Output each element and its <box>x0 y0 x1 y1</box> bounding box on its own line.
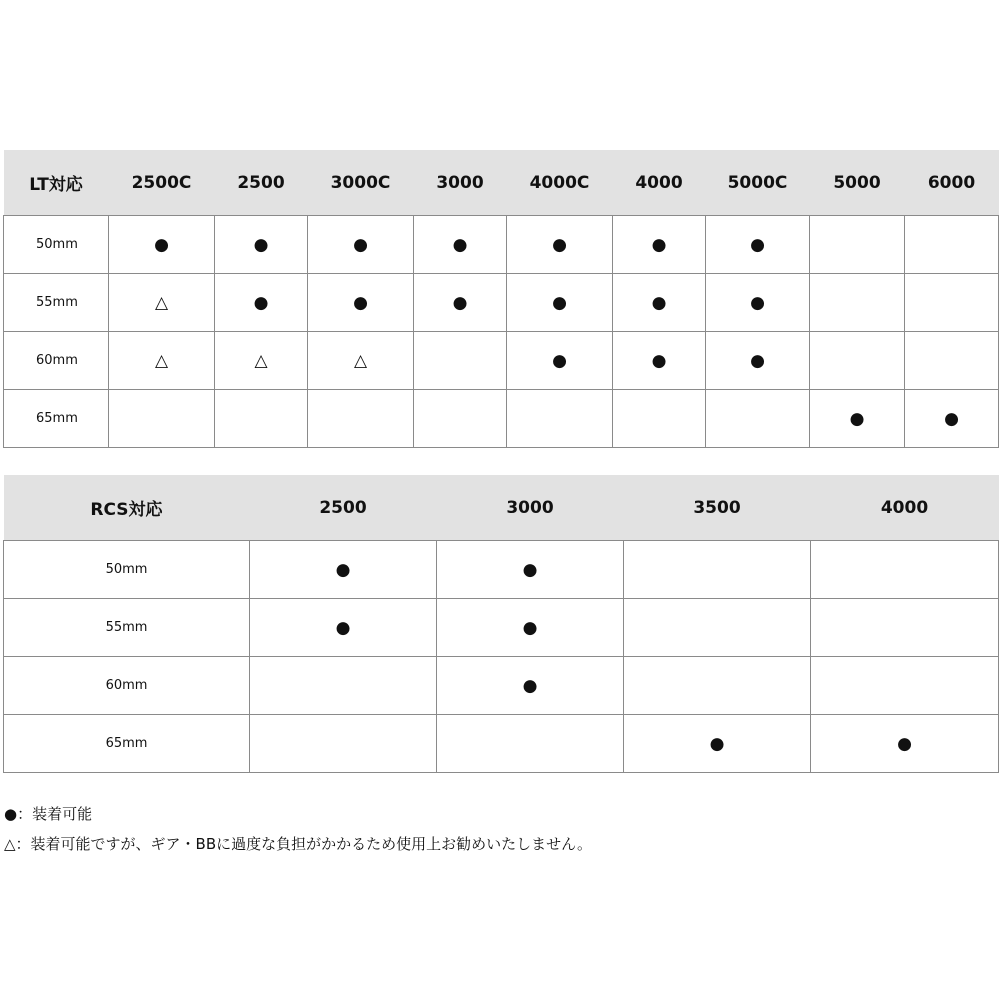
empty-cell <box>905 332 999 390</box>
empty-cell <box>811 599 999 657</box>
rcs-header-size: 3000 <box>437 475 624 541</box>
rcs-compatibility-table <box>3 475 999 773</box>
empty-cell <box>437 715 624 773</box>
row-label: 65mm <box>4 390 109 448</box>
compatible-mark: ● <box>624 715 811 773</box>
empty-cell <box>414 390 507 448</box>
compatible-mark: ● <box>414 216 507 274</box>
compatible-mark: ● <box>507 274 613 332</box>
compatible-mark: ● <box>507 216 613 274</box>
table-row <box>4 715 999 773</box>
compatible-mark: ● <box>250 599 437 657</box>
table-row <box>4 599 999 657</box>
compatible-mark: ● <box>414 274 507 332</box>
compatible-mark: ● <box>613 332 706 390</box>
compatible-mark: ● <box>706 274 810 332</box>
compatible-mark: ● <box>613 216 706 274</box>
compatible-mark: ● <box>905 390 999 448</box>
lt-header-size: 6000 <box>905 150 999 216</box>
lt-table-body <box>4 216 999 448</box>
compatible-mark: ● <box>109 216 215 274</box>
empty-cell <box>706 390 810 448</box>
compatible-mark: ● <box>308 216 414 274</box>
rcs-header-label: RCS対応 <box>4 475 250 541</box>
empty-cell <box>810 332 905 390</box>
table-row <box>4 274 999 332</box>
compatible-mark: ● <box>810 390 905 448</box>
empty-cell <box>624 541 811 599</box>
compatible-mark: ● <box>308 274 414 332</box>
empty-cell <box>215 390 308 448</box>
empty-cell <box>613 390 706 448</box>
lt-header-size: 3000 <box>414 150 507 216</box>
lt-header-size: 3000C <box>308 150 414 216</box>
lt-header-size: 5000 <box>810 150 905 216</box>
row-label: 55mm <box>4 274 109 332</box>
empty-cell <box>811 541 999 599</box>
legend-available: ●：装着可能 <box>4 805 93 823</box>
empty-cell <box>250 715 437 773</box>
row-label: 60mm <box>4 657 250 715</box>
rcs-header-size: 2500 <box>250 475 437 541</box>
lt-header-size: 4000C <box>507 150 613 216</box>
empty-cell <box>308 390 414 448</box>
caution-mark: △ <box>109 274 215 332</box>
empty-cell <box>905 216 999 274</box>
compatible-mark: ● <box>215 216 308 274</box>
table-row <box>4 541 999 599</box>
compatible-mark: ● <box>706 216 810 274</box>
legend-not-recommended: △：装着可能ですが、ギア・BBに過度な負担がかかるため使用上お勧めいたしません。 <box>4 835 593 853</box>
lt-compatibility-table <box>3 150 999 448</box>
table-row <box>4 216 999 274</box>
compatible-mark: ● <box>507 332 613 390</box>
rcs-table-body <box>4 541 999 773</box>
compatible-mark: ● <box>215 274 308 332</box>
table-row <box>4 332 999 390</box>
compatible-mark: ● <box>613 274 706 332</box>
lt-header-size: 2500C <box>109 150 215 216</box>
row-label: 60mm <box>4 332 109 390</box>
row-label: 50mm <box>4 541 250 599</box>
compatible-mark: ● <box>811 715 999 773</box>
compatible-mark: ● <box>437 541 624 599</box>
empty-cell <box>810 274 905 332</box>
caution-mark: △ <box>109 332 215 390</box>
empty-cell <box>810 216 905 274</box>
empty-cell <box>811 657 999 715</box>
empty-cell <box>905 274 999 332</box>
rcs-header-row <box>4 475 999 541</box>
empty-cell <box>414 332 507 390</box>
empty-cell <box>250 657 437 715</box>
compatible-mark: ● <box>437 657 624 715</box>
empty-cell <box>507 390 613 448</box>
empty-cell <box>624 657 811 715</box>
empty-cell <box>624 599 811 657</box>
table-row <box>4 657 999 715</box>
lt-header-row <box>4 150 999 216</box>
row-label: 55mm <box>4 599 250 657</box>
lt-header-size: 4000 <box>613 150 706 216</box>
caution-mark: △ <box>215 332 308 390</box>
table-row <box>4 390 999 448</box>
compatible-mark: ● <box>437 599 624 657</box>
row-label: 50mm <box>4 216 109 274</box>
empty-cell <box>109 390 215 448</box>
compatible-mark: ● <box>706 332 810 390</box>
lt-header-label: LT対応 <box>4 150 109 216</box>
row-label: 65mm <box>4 715 250 773</box>
lt-header-size: 2500 <box>215 150 308 216</box>
rcs-header-size: 4000 <box>811 475 999 541</box>
rcs-header-size: 3500 <box>624 475 811 541</box>
caution-mark: △ <box>308 332 414 390</box>
compatible-mark: ● <box>250 541 437 599</box>
lt-header-size: 5000C <box>706 150 810 216</box>
